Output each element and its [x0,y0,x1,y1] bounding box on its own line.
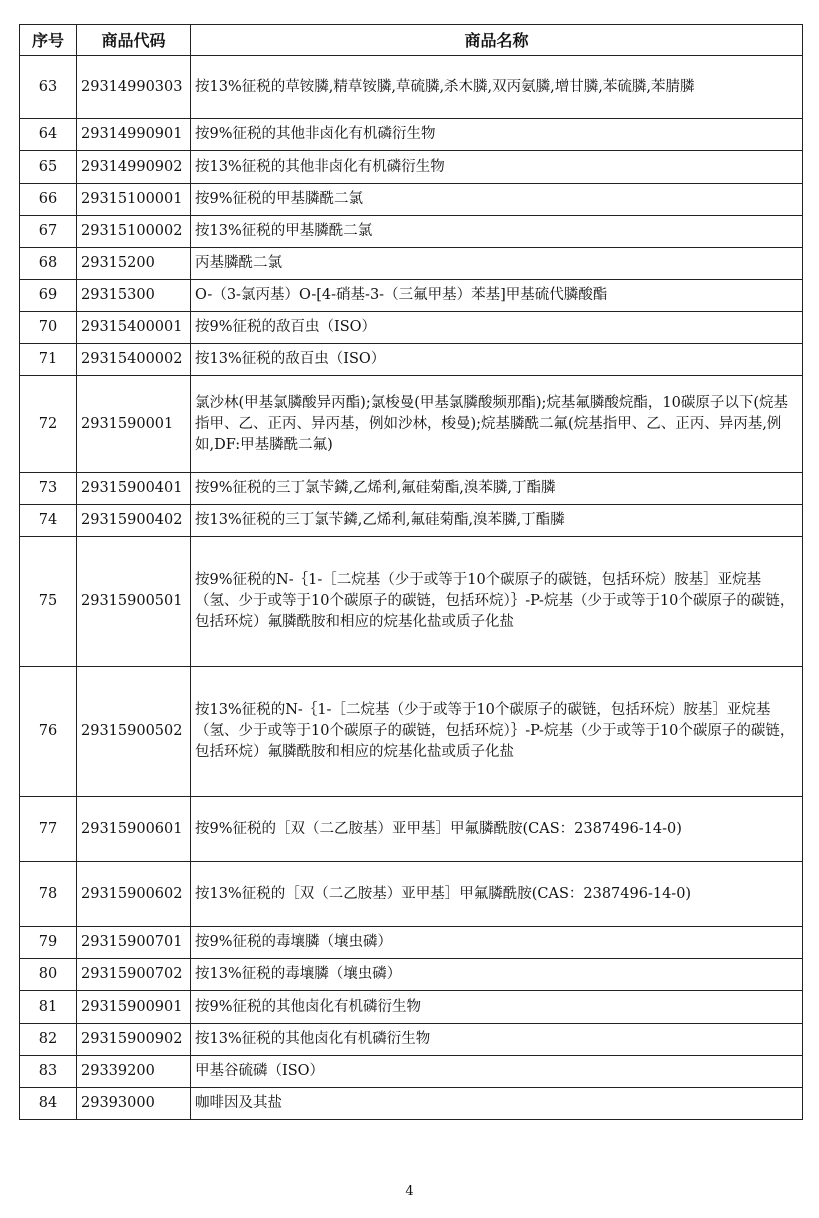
row-no: 74 [20,505,77,537]
row-no: 84 [20,1088,77,1120]
row-name: 按13%征税的三丁氯苄鏻,乙烯利,氟硅菊酯,溴苯膦,丁酯膦 [191,505,803,537]
row-code: 29315100002 [77,216,191,248]
table-row [20,248,803,280]
row-name: 按13%征税的草铵膦,精草铵膦,草硫膦,杀木膦,双丙氨膦,增甘膦,苯硫膦,苯腈膦 [191,56,803,119]
table-row [20,280,803,312]
row-no: 70 [20,312,77,344]
table-row [20,312,803,344]
header-no: 序号 [20,25,77,56]
table-row [20,151,803,184]
row-no: 71 [20,344,77,376]
row-code: 29315900401 [77,473,191,505]
row-name: 按9%征税的三丁氯苄鏻,乙烯利,氟硅菊酯,溴苯膦,丁酯膦 [191,473,803,505]
row-no: 76 [20,667,77,797]
table-row [20,56,803,119]
row-code: 29315900601 [77,797,191,862]
row-name: 按13%征税的毒壤膦（壤虫磷） [191,959,803,991]
row-name: 按13%征税的［双（二乙胺基）亚甲基］甲氟膦酰胺(CAS：2387496-14-0) [191,862,803,927]
row-code: 29314990303 [77,56,191,119]
row-no: 64 [20,119,77,151]
row-name: 按9%征税的毒壤膦（壤虫磷） [191,927,803,959]
row-name: 按13%征税的其他非卤化有机磷衍生物 [191,151,803,184]
row-name: 按13%征税的敌百虫（ISO） [191,344,803,376]
row-name: 按9%征税的N-｛1-［二烷基（少于或等于10个碳原子的碳链，包括环烷）胺基］亚烷基（氢、少于或等于10个碳原子的碳链，包括环烷）｝-P-烷基（少于或等于10个碳原子的碳链，包括环烷）氟膦酰胺和相应的烷基化盐或质子化盐 [191,537,803,667]
row-name: 按13%征税的甲基膦酰二氯 [191,216,803,248]
row-code: 29315400002 [77,344,191,376]
row-name: 按13%征税的N-｛1-［二烷基（少于或等于10个碳原子的碳链，包括环烷）胺基］亚烷基（氢、少于或等于10个碳原子的碳链，包括环烷）｝-P-烷基（少于或等于10个碳原子的碳链，包括环烷）氟膦酰胺和相应的烷基化盐或质子化盐 [191,667,803,797]
row-no: 82 [20,1024,77,1056]
row-code: 29315300 [77,280,191,312]
row-name: 丙基膦酰二氯 [191,248,803,280]
table-row [20,119,803,151]
row-code: 2931590001 [77,376,191,473]
row-code: 29314990901 [77,119,191,151]
table-row [20,184,803,216]
header-name: 商品名称 [191,25,803,56]
row-name: 按9%征税的其他卤化有机磷衍生物 [191,991,803,1024]
table-row [20,797,803,862]
row-code: 29315100001 [77,184,191,216]
row-no: 73 [20,473,77,505]
row-name: 按9%征税的其他非卤化有机磷衍生物 [191,119,803,151]
row-name: 甲基谷硫磷（ISO） [191,1056,803,1088]
row-code: 29315900702 [77,959,191,991]
table-row [20,376,803,473]
row-no: 68 [20,248,77,280]
row-no: 63 [20,56,77,119]
row-no: 75 [20,537,77,667]
table-row [20,1056,803,1088]
row-code: 29314990902 [77,151,191,184]
row-name: 按9%征税的敌百虫（ISO） [191,312,803,344]
row-no: 81 [20,991,77,1024]
row-code: 29315900501 [77,537,191,667]
row-name: 按9%征税的［双（二乙胺基）亚甲基］甲氟膦酰胺(CAS：2387496-14-0) [191,797,803,862]
table-row [20,991,803,1024]
row-no: 79 [20,927,77,959]
row-no: 65 [20,151,77,184]
row-code: 29315400001 [77,312,191,344]
row-code: 29339200 [77,1056,191,1088]
row-code: 29315900902 [77,1024,191,1056]
table-row [20,927,803,959]
row-no: 78 [20,862,77,927]
row-name: O-（3-氯丙基）O-[4-硝基-3-（三氟甲基）苯基]甲基硫代膦酸酯 [191,280,803,312]
row-no: 80 [20,959,77,991]
row-name: 按9%征税的甲基膦酰二氯 [191,184,803,216]
table-row [20,216,803,248]
row-name: 按13%征税的其他卤化有机磷衍生物 [191,1024,803,1056]
row-no: 72 [20,376,77,473]
table-row [20,537,803,667]
row-code: 29393000 [77,1088,191,1120]
table-row [20,505,803,537]
table-row [20,344,803,376]
row-no: 67 [20,216,77,248]
goods-table [19,24,803,1120]
row-no: 83 [20,1056,77,1088]
row-name: 咖啡因及其盐 [191,1088,803,1120]
header-code: 商品代码 [77,25,191,56]
row-code: 29315900502 [77,667,191,797]
row-code: 29315900701 [77,927,191,959]
row-code: 29315900901 [77,991,191,1024]
table-row [20,862,803,927]
row-name: 氯沙林(甲基氯膦酸异丙酯);氯梭曼(甲基氯膦酸频那酯);烷基氟膦酸烷酯，10碳原子以下(烷基指甲、乙、正丙、异丙基，例如沙林，梭曼);烷基膦酰二氟(烷基指甲、乙、正丙、异丙基,例如,DF:甲基膦酰二氟) [191,376,803,473]
table-row [20,667,803,797]
table-row [20,959,803,991]
page-number: 4 [405,1184,414,1199]
row-code: 29315900402 [77,505,191,537]
row-no: 77 [20,797,77,862]
table-row [20,473,803,505]
row-code: 29315900602 [77,862,191,927]
row-no: 66 [20,184,77,216]
table-row [20,1024,803,1056]
row-code: 29315200 [77,248,191,280]
table-header-row [20,25,803,56]
table-row [20,1088,803,1120]
row-no: 69 [20,280,77,312]
